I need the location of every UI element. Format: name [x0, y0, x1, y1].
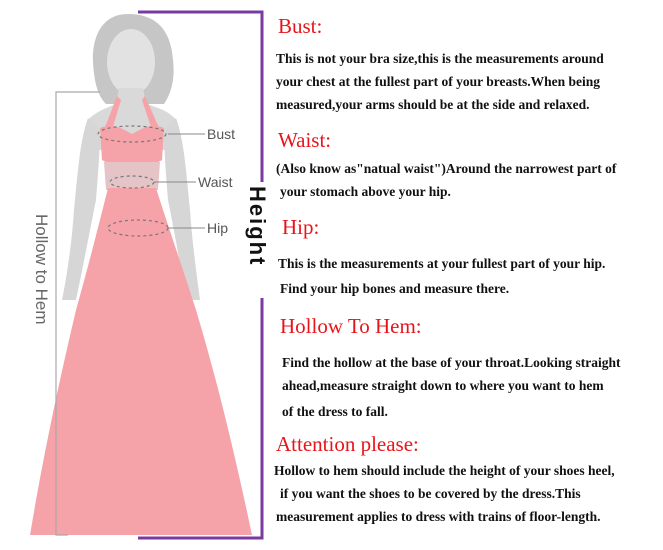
bust-title: Bust: [278, 14, 323, 38]
dress-measurement-diagram [0, 0, 275, 550]
dress-waist [104, 162, 160, 190]
attention-text-line: Hollow to hem should include the height of your shoes heel, [274, 463, 615, 478]
hollow-to-hem-title: Hollow To Hem: [280, 314, 422, 338]
bust-text-line: measured,your arms should be at the side and relaxed. [276, 97, 590, 112]
hip-text-line: Find your hip bones and measure there. [280, 281, 510, 296]
bust-label: Bust [207, 126, 236, 142]
face-shape [107, 29, 155, 95]
hip-label: Hip [207, 220, 229, 236]
measurement-instructions [276, 0, 663, 550]
hollow-to-hem-text-line: ahead,measure straight down to where you want to hem [282, 378, 604, 393]
hollow-to-hem-label: Hollow to Hem [32, 214, 51, 325]
bust-text-line: This is not your bra size,this is the measurements around [276, 51, 604, 66]
dress-skirt [30, 188, 252, 535]
waist-title: Waist: [278, 128, 332, 152]
height-label: Height [245, 186, 270, 267]
attention-text-line: measurement applies to dress with trains of floor-length. [276, 509, 601, 524]
hip-text-line: This is the measurements at your fullest part of your hip. [278, 256, 606, 271]
hip-title: Hip: [282, 215, 320, 239]
waist-text-line: (Also know as"natual waist")Around the narrowest part of [276, 161, 617, 176]
waist-text-line: your stomach above your hip. [280, 184, 451, 199]
attention-title: Attention please: [276, 432, 419, 456]
attention-text-line: if you want the shoes to be covered by the dress.This [280, 486, 581, 501]
bust-text-line: your chest at the fullest part of your breasts.When being [276, 74, 600, 89]
hollow-to-hem-text-line: Find the hollow at the base of your throat.Looking straight [282, 355, 621, 370]
hollow-to-hem-text-line: of the dress to fall. [282, 404, 388, 419]
waist-label: Waist [198, 174, 233, 190]
